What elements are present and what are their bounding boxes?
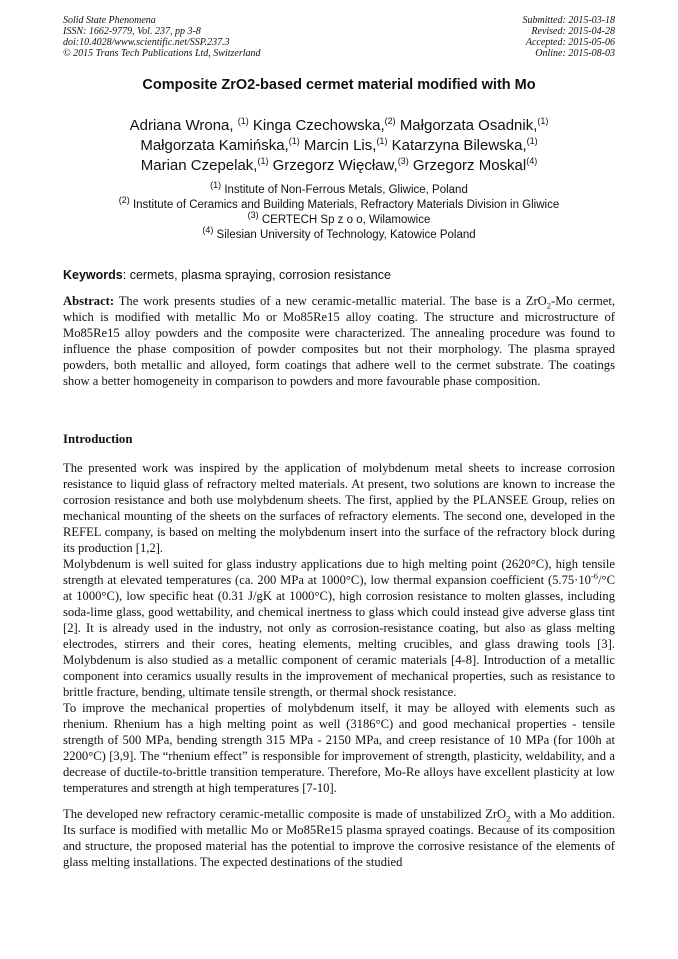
affiliation-mark: (4) <box>526 156 538 166</box>
journal-info <box>63 15 261 59</box>
paragraph <box>63 556 615 700</box>
affiliation-mark: (1) <box>537 116 549 126</box>
paragraph-text: Molybdenum is well suited for glass industry applications due to high melting point (2620°C), high tensile strength at elevated temperatures (ca. 200 MPa at 1000°C), low thermal expansion coefficient (5.75·10 <box>63 557 615 587</box>
author-line <box>63 136 615 156</box>
affiliation <box>63 210 615 228</box>
subscript: 2 <box>506 813 511 824</box>
author-name: Grzegorz Moskal <box>412 157 527 174</box>
author-name: Marian Czepelak, <box>140 157 258 174</box>
author-line <box>63 156 615 176</box>
date-submitted: Submitted: 2015-03-18 <box>522 15 615 26</box>
affiliation-mark: (1) <box>257 156 269 166</box>
affiliation-text: Silesian University of Technology, Katowice Poland <box>216 229 476 241</box>
date-accepted: Accepted: 2015-05-06 <box>525 37 615 48</box>
author-name: Grzegorz Więcław, <box>272 157 398 174</box>
journal-copyright: © 2015 Trans Tech Publications Ltd, Switzerland <box>63 48 261 59</box>
affiliation-mark: (1) <box>237 116 249 126</box>
superscript: -6 <box>590 570 599 581</box>
affiliation-mark: (2) <box>384 116 396 126</box>
journal-doi: doi:10.4028/www.scientific.net/SSP.237.3 <box>63 37 230 48</box>
affiliation <box>63 195 615 213</box>
affiliation-mark: (1) <box>210 180 222 191</box>
author-name: Małgorzata Kamińska, <box>140 137 289 154</box>
author-line <box>63 116 615 136</box>
affiliation-mark: (1) <box>526 136 538 146</box>
author-name: Marcin Lis, <box>303 137 377 154</box>
abstract-text-cont: -Mo cermet, which is modified with metallic Mo or Mo85Re15 alloy coating. The structure and microstructure of Mo85Re15 alloy powders and the composite were characterized. The annealing procedure was found to influence the phase composition of powder composites but not their morphology. The plasma sprayed powders, both metallic and alloyed, form coatings that adhere well to the cermet substrate. The coatings show a better homogeneity in comparison to powders and more favourable phase composition. <box>63 294 615 388</box>
affiliation-text: CERTECH Sp z o o, Wilamowice <box>261 214 431 226</box>
affiliation-mark: (4) <box>202 225 214 236</box>
introduction-body <box>63 460 615 870</box>
journal-name: Solid State Phenomena <box>63 15 156 26</box>
affiliation-mark: (3) <box>397 156 409 166</box>
paragraph-text: The developed new refractory ceramic-metallic composite is made of unstabilized ZrO <box>63 807 507 821</box>
paragraph-text-cont: /°C at 1000°C), low specific heat (0.31 J/gK at 1000°C), high corrosion resistance to molten glasses, including soda-lime glass, good wettability, and chemical inertness to glass which could instead give adverse glass tint [2]. It is already used in the industry, not only as corrosion-resistance coating, but also as glass melting electrodes, stirrers and their cores, heating elements, melting crucibles, and glass drawing tools [3]. Molybdenum is also studied as a metallic component of ceramic materials [4-8]. Introduction of a metallic component into ceramics usually results in the improvement of mechanical properties, such as resistance to brittle fracture, bending, ultimate tensile strength, or thermal shock resistance. <box>63 573 615 699</box>
keywords <box>63 268 615 282</box>
author-list <box>63 116 615 176</box>
keywords-text: : cermets, plasma spraying, corrosion resistance <box>122 268 391 282</box>
keywords-label: Keywords <box>63 268 123 282</box>
paragraph: To improve the mechanical properties of molybdenum itself, it may be alloyed with elements such as rhenium. Rhenium has a high melting point as well (3186°C) and good mechanical properties - tensile strength of 500 MPa, bending strength 315 MPa - 2150 MPa, and creep resistance of 10 MPa (for 100h at 2200°C) [3,9]. The “rhenium effect” is responsible for improvement of strength, plasticity, weldability, and a decrease of ductile-to-brittle transition temperature. Therefore, Mo-Re alloys have excellent plasticity at low temperatures and strength at high temperatures [7-10]. <box>63 701 615 795</box>
paragraph: The presented work was inspired by the application of molybdenum metal sheets to increase corrosion resistance to liquid glass of refractory melted materials. At present, two solutions are known to increase the corrosion resistance and both use molybdenum sheets. The first, applied by the PLANSEE Group, relies on mechanical mounting of the sheets on the surfaces of refractory elements. The second one, developed in the REFEL company, is based on melting the molybdenum insert into the surface of the refractory block during its production [1,2]. <box>63 461 615 555</box>
abstract <box>63 293 615 389</box>
paragraph <box>63 806 615 870</box>
journal-issn: ISSN: 1662-9779, Vol. 237, pp 3-8 <box>63 26 201 37</box>
affiliation <box>63 225 615 243</box>
author-name: Kinga Czechowska, <box>252 117 385 134</box>
affiliation-mark: (1) <box>376 136 388 146</box>
affiliation-mark: (3) <box>247 210 259 221</box>
author-name: Adriana Wrona, <box>129 117 234 134</box>
subscript: 2 <box>546 300 552 311</box>
affiliation-text: Institute of Ceramics and Building Materials, Refractory Materials Division in Gliwice <box>132 199 560 211</box>
author-name: Małgorzata Osadnik, <box>399 117 538 134</box>
abstract-label: Abstract: <box>63 294 115 308</box>
publication-dates <box>523 15 616 59</box>
paragraph-text-cont: with a Mo addition. Its surface is modified with metallic Mo or Mo85Re15 plasma sprayed coatings. Because of its composition and structure, the proposed material has the potential to improve the corrosive resistance of the elements of glass melting installations. The expected destinations of the studied <box>63 807 615 869</box>
affiliation-text: Institute of Non-Ferrous Metals, Gliwice, Poland <box>224 184 468 196</box>
affiliation-mark: (1) <box>288 136 300 146</box>
affiliation <box>63 180 615 198</box>
author-name: Katarzyna Bilewska, <box>391 137 527 154</box>
date-revised: Revised: 2015-04-28 <box>531 26 615 37</box>
paper-title: Composite ZrO2-based cermet material modified with Mo <box>142 77 536 93</box>
abstract-text: The work presents studies of a new ceramic-metallic material. The base is a ZrO <box>118 294 547 308</box>
affiliation-list <box>63 180 615 243</box>
affiliation-mark: (2) <box>118 195 130 206</box>
section-heading-introduction: Introduction <box>63 432 133 446</box>
date-online: Online: 2015-08-03 <box>535 48 615 59</box>
